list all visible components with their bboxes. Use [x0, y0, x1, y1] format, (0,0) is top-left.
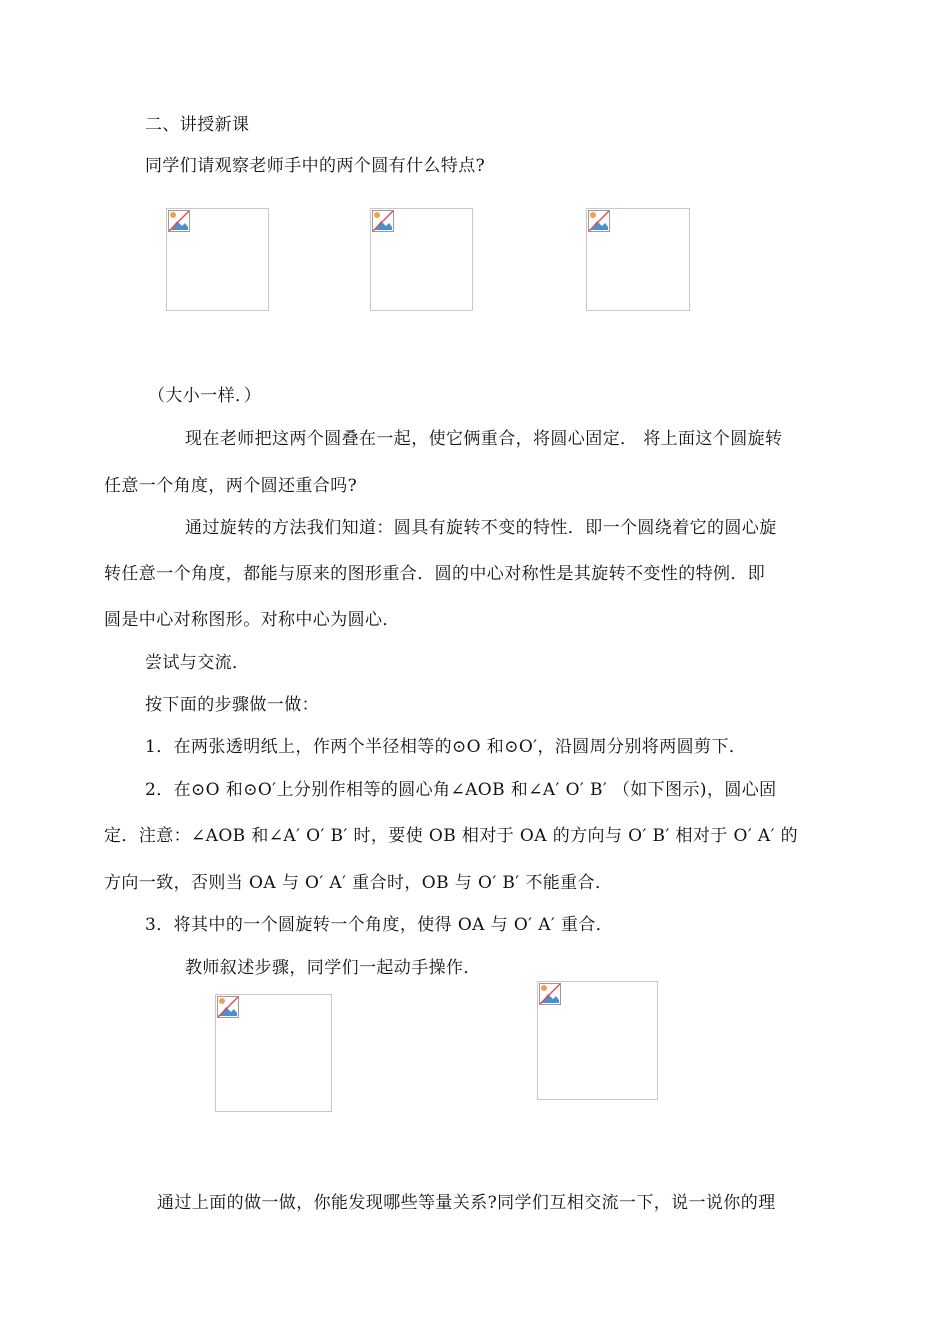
image-placeholder-3: [586, 208, 690, 311]
step-2-line-1: 2．在⊙O 和⊙O′上分别作相等的圆心角∠AOB 和∠A′ O′ B′ （如下图示)，圆心固: [145, 780, 777, 800]
step-3: 3．将其中的一个圆旋转一个角度，使得 OA 与 O′ A′ 重合．: [145, 915, 614, 935]
image-placeholder-4: [215, 994, 332, 1112]
question-intro: 同学们请观察老师手中的两个圆有什么特点?: [145, 156, 486, 176]
image-placeholder-1: [166, 208, 269, 311]
image-placeholder-5: [537, 981, 658, 1100]
broken-image-icon: [539, 983, 561, 1005]
image-placeholder-2: [370, 208, 473, 311]
broken-image-icon: [217, 996, 239, 1018]
para-rotation-line-3: 圆是中心对称图形。对称中心为圆心．: [104, 610, 400, 630]
broken-image-icon: [168, 210, 190, 232]
closing-line: 通过上面的做一做，你能发现哪些等量关系?同学们互相交流一下，说一说你的理: [157, 1193, 776, 1213]
para-rotation-line-1: 通过旋转的方法我们知道：圆具有旋转不变的特性．即一个圆绕着它的圆心旋: [185, 518, 777, 538]
try-exchange: 尝试与交流．: [145, 653, 250, 673]
steps-intro: 按下面的步骤做一做：: [145, 695, 319, 715]
broken-image-icon: [588, 210, 610, 232]
teacher-note: 教师叙述步骤，同学们一起动手操作．: [185, 958, 481, 978]
step-2-line-2: 定．注意：∠AOB 和∠A′ O′ B′ 时，要使 OB 相对于 OA 的方向与 O′ B′ 相对于 O′ A′ 的: [104, 826, 799, 846]
para-rotation-line-2: 转任意一个角度，都能与原来的图形重合．圆的中心对称性是其旋转不变性的特例．即: [104, 564, 766, 584]
broken-image-icon: [372, 210, 394, 232]
step-2-line-3: 方向一致，否则当 OA 与 O′ A′ 重合时，OB 与 O′ B′ 不能重合．: [104, 873, 613, 893]
para-overlap-line-2: 任意一个角度，两个圆还重合吗?: [104, 476, 358, 496]
para-overlap-line-1: 现在老师把这两个圆叠在一起，使它俩重合，将圆心固定． 将上面这个圆旋转: [185, 429, 783, 449]
section-heading: 二、讲授新课: [145, 115, 250, 135]
step-1: 1．在两张透明纸上，作两个半径相等的⊙O 和⊙O′，沿圆周分别将两圆剪下．: [145, 737, 747, 757]
answer-same-size: （大小一样．）: [148, 386, 262, 406]
